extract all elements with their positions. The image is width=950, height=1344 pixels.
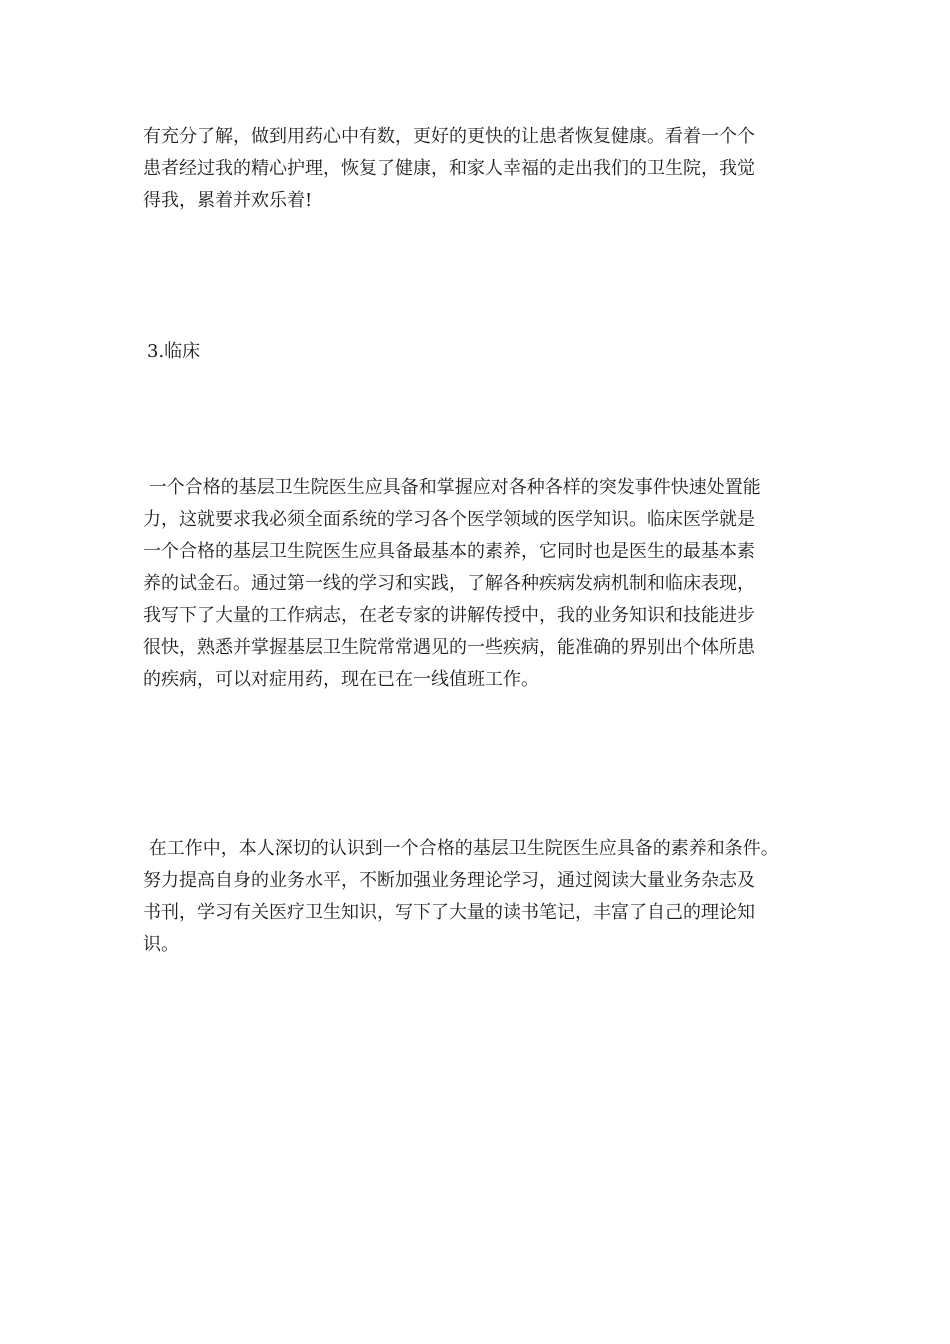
text-line: 得我，累着并欢乐着! bbox=[143, 190, 313, 211]
paragraph-clinical-learning bbox=[143, 472, 823, 696]
text-line: 很快，熟悉并掌握基层卫生院常常遇见的一些疾病，能准确的界别出个体所患 bbox=[143, 637, 755, 658]
text-line: 的疾病，可以对症用药，现在已在一线值班工作。 bbox=[143, 669, 539, 690]
text-line: 一个合格的基层卫生院医生应具备最基本的素养，它同时也是医生的最基本素 bbox=[143, 541, 755, 562]
text-line: 一个合格的基层卫生院医生应具备和掌握应对各种各样的突发事件快速处置能 bbox=[143, 477, 761, 498]
text-line: 书刊，学习有关医疗卫生知识，写下了大量的读书笔记，丰富了自己的理论知 bbox=[143, 902, 755, 923]
text-line: 力，这就要求我必须全面系统的学习各个医学领域的医学知识。临床医学就是 bbox=[143, 509, 755, 530]
text-line: 我写下了大量的工作病志，在老专家的讲解传授中，我的业务知识和技能进步 bbox=[143, 605, 755, 626]
section-heading-clinical bbox=[147, 336, 827, 368]
paragraph-self-study bbox=[143, 833, 823, 961]
text-line: 识。 bbox=[143, 934, 179, 955]
text-line: 患者经过我的精心护理，恢复了健康，和家人幸福的走出我们的卫生院，我觉 bbox=[143, 158, 755, 179]
text-line: 养的试金石。通过第一线的学习和实践，了解各种疾病发病机制和临床表现， bbox=[143, 573, 755, 594]
paragraph-patient-care bbox=[143, 121, 823, 217]
text-line: 有充分了解，做到用药心中有数，更好的更快的让患者恢复健康。看着一个个 bbox=[143, 126, 755, 147]
section-heading-text: 3.临床 bbox=[147, 341, 201, 362]
text-line: 努力提高自身的业务水平，不断加强业务理论学习，通过阅读大量业务杂志及 bbox=[143, 870, 755, 891]
text-line: 在工作中，本人深切的认识到一个合格的基层卫生院医生应具备的素养和条件。 bbox=[143, 838, 779, 859]
